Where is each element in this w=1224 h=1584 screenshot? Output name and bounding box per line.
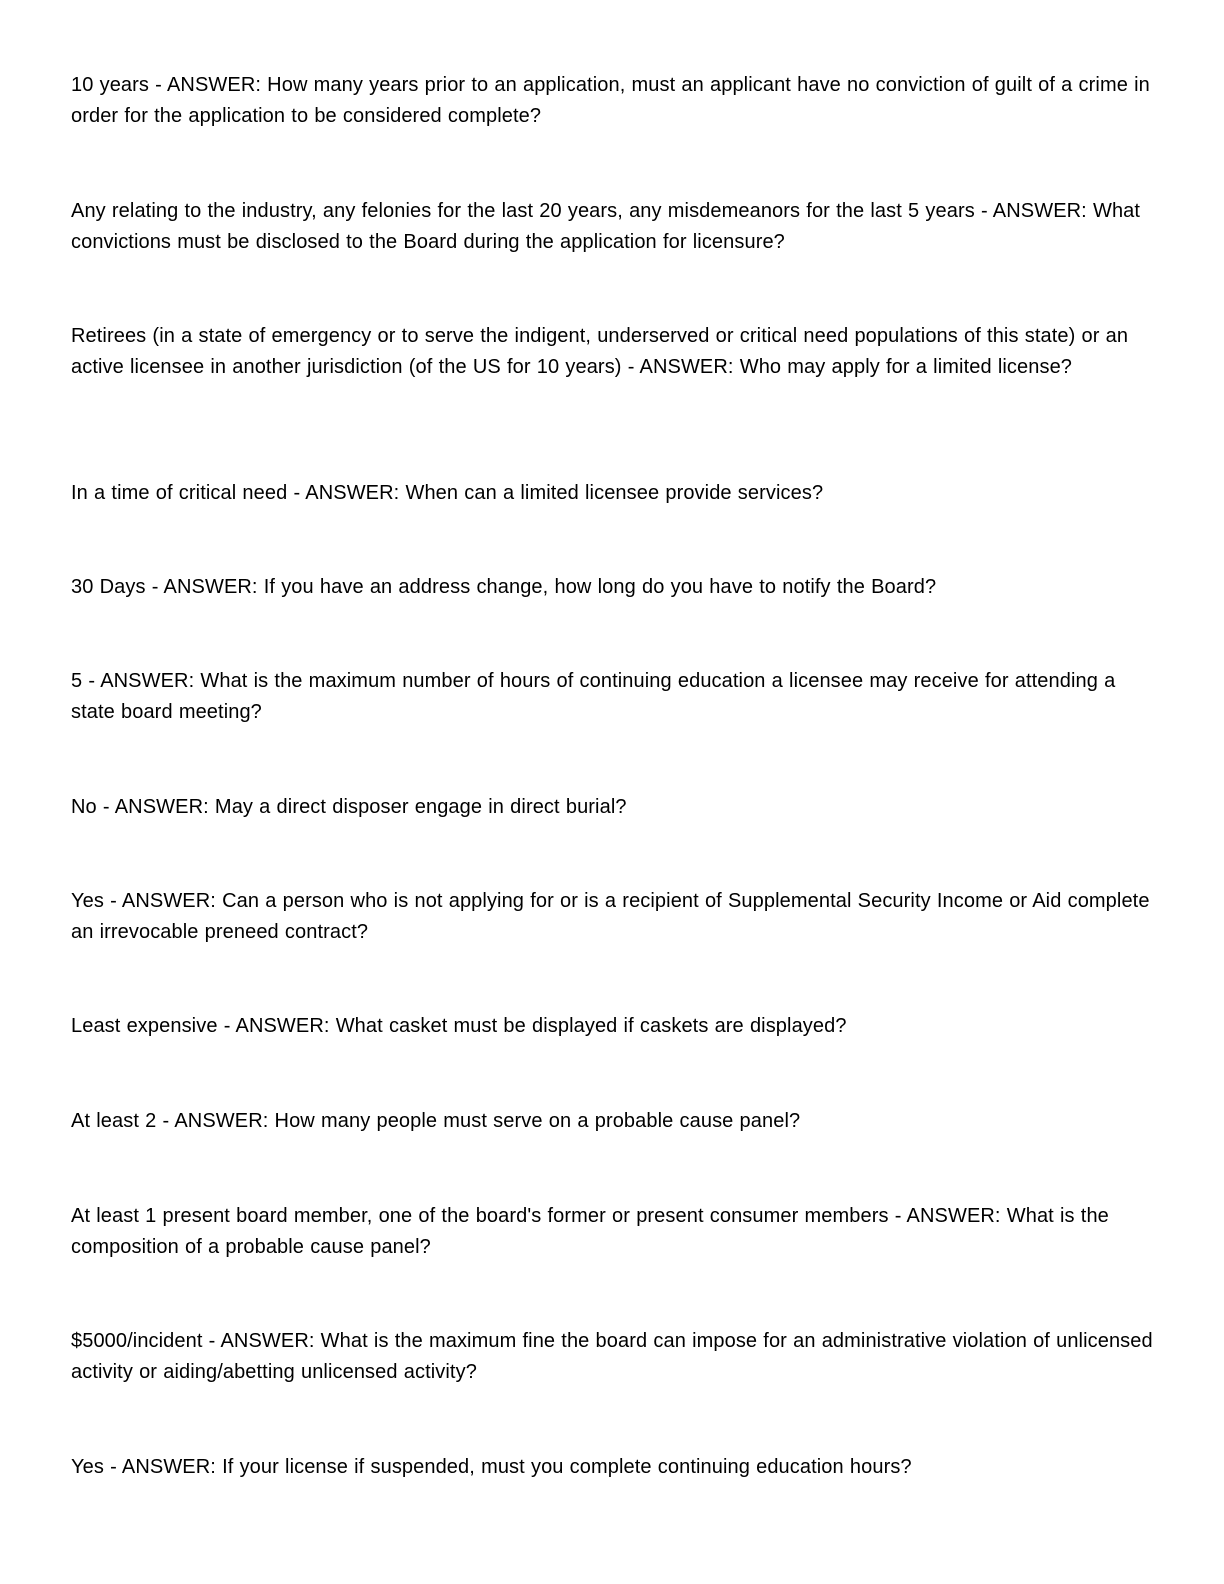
qa-item-7: No - ANSWER: May a direct disposer engage in direct burial? [71, 796, 627, 818]
qa-item-12: $5000/incident - ANSWER: What is the maximum fine the board can impose for an administrative violation of unlicensed activity or aiding/abetting unlicensed activity? [71, 1330, 1153, 1383]
qa-item-11: At least 1 present board member, one of the board's former or present consumer members - ANSWER: What is the composition of a probable cause panel? [71, 1205, 1109, 1258]
qa-item-10: At least 2 - ANSWER: How many people must serve on a probable cause panel? [71, 1110, 801, 1132]
qa-item-13: Yes - ANSWER: If your license if suspended, must you complete continuing education hours? [71, 1456, 912, 1478]
qa-item-8: Yes - ANSWER: Can a person who is not applying for or is a recipient of Supplemental Security Income or Aid complete an irrevocable preneed contract? [71, 890, 1150, 943]
qa-item-1: 10 years - ANSWER: How many years prior to an application, must an applicant have no conviction of guilt of a crime in order for the application to be considered complete? [71, 74, 1150, 127]
qa-item-9: Least expensive - ANSWER: What casket must be displayed if caskets are displayed? [71, 1015, 847, 1037]
qa-item-3: Retirees (in a state of emergency or to serve the indigent, underserved or critical need populations of this state) or an active licensee in another jurisdiction (of the US for 10 years) - ANSWER: Who may apply for a limited license? [71, 325, 1129, 378]
qa-item-5: 30 Days - ANSWER: If you have an address change, how long do you have to notify the Board? [71, 576, 937, 598]
qa-item-2: Any relating to the industry, any felonies for the last 20 years, any misdemeanors for the last 5 years - ANSWER: What convictions must be disclosed to the Board during the application for licensure? [71, 200, 1141, 253]
qa-item-4: In a time of critical need - ANSWER: When can a limited licensee provide services? [71, 482, 824, 504]
qa-item-6: 5 - ANSWER: What is the maximum number of hours of continuing education a licensee may receive for attending a state board meeting? [71, 670, 1116, 723]
